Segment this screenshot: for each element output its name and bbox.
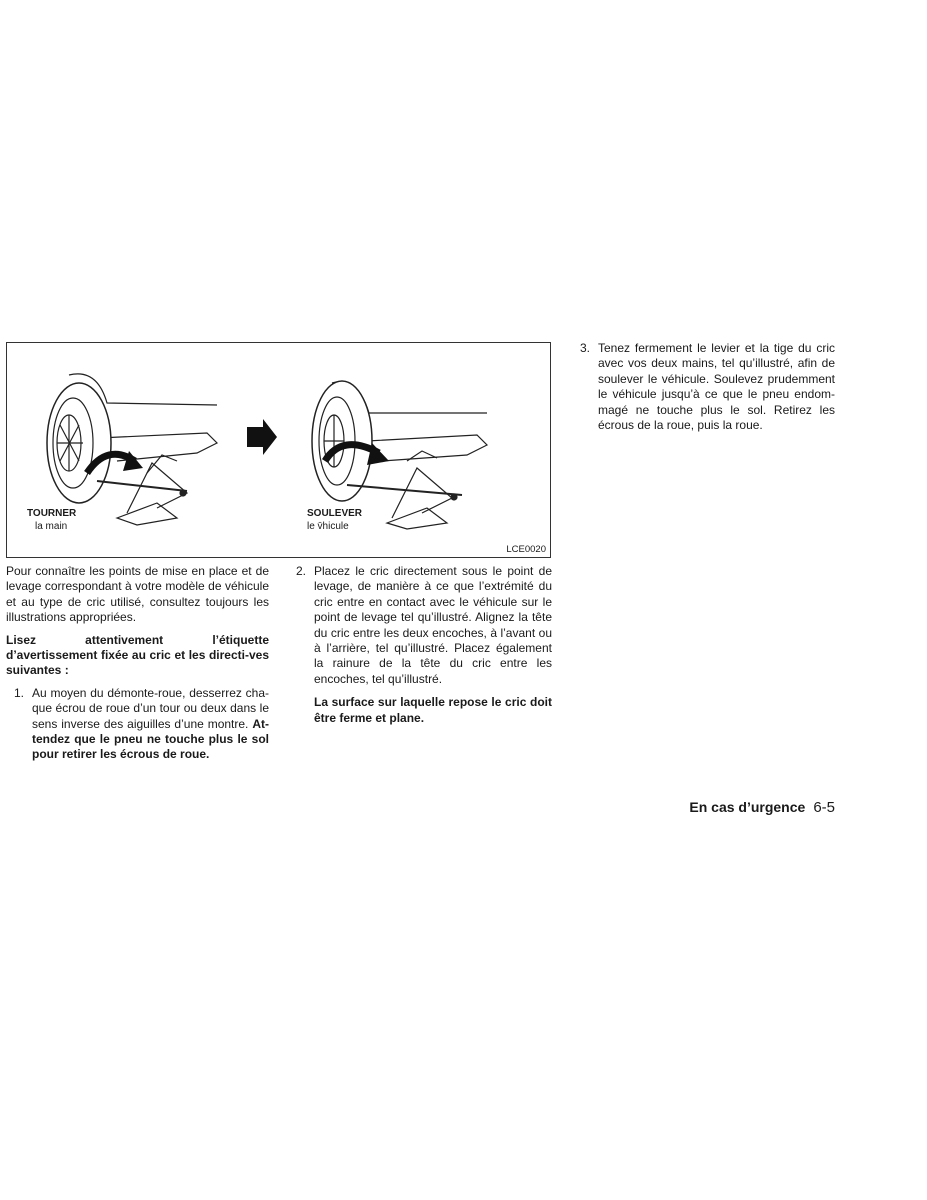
step-1-number: 1. <box>14 685 25 700</box>
step-3-text: Tenez fermement le levier et la tige du cric avec vos deux mains, tel qu’illustré, afin de soulever le véhicule. Soulevez prudemment le véhicule jusqu’à ce que le pneu endom-magé ne touche plus le sol. Retirez les écrous de la roue, puis la roue. <box>598 341 835 433</box>
step-1-text <box>32 686 269 763</box>
step-1-warning: At-tendez que le pneu ne touche plus le sol pour retirer les écrous de roue. <box>32 716 269 762</box>
intro-paragraph: Pour connaître les points de mise en place et de levage correspondant à votre modèle de véhicule et au type de cric utilisé, consultez toujours les illustrations appropriées. <box>6 564 269 625</box>
step-3 <box>580 341 835 433</box>
figure-label-right-title: SOULEVER <box>307 508 363 519</box>
figure-code: LCE0020 <box>506 544 546 555</box>
figure-label-left-sub: la main <box>35 521 68 532</box>
jack-drawing <box>7 343 550 557</box>
section-title: En cas d’urgence <box>689 799 806 815</box>
column-3 <box>580 341 835 433</box>
figure-label-right <box>307 507 362 533</box>
step-2-text: Placez le cric directement sous le point de levage, de manière à ce que l’extrémité du cric entre en contact avec le véhicule sur le point de levage tel qu’illustré. Alignez la tête du cric entre les deux encoches, à l’avant ou à l’arrière, tel qu’illustré. Placez également la rainure de la tête du cric entre les encoches, tel qu’illustré. <box>314 564 552 686</box>
jack-illustration <box>6 342 551 558</box>
step-3-number: 3. <box>580 341 591 355</box>
step-1 <box>14 686 269 763</box>
step-2-warning: La surface sur laquelle repose le cric doit être ferme et plane. <box>314 695 552 725</box>
figure-label-right-sub: le v̄hicule <box>307 521 349 532</box>
column-2 <box>296 564 552 726</box>
figure-label-left <box>27 507 76 533</box>
page-number: 6-5 <box>813 799 835 816</box>
step-2 <box>296 564 552 726</box>
step-1-body: Au moyen du démonte-roue, desserrez cha-que écrou de roue d’un tour ou deux dans le sens inverse des aiguilles d’une montre. <box>32 685 269 731</box>
step-2-number: 2. <box>296 564 307 578</box>
page-footer <box>689 799 835 816</box>
figure-label-left-title: TOURNER <box>27 508 77 519</box>
warning-paragraph: Lisez attentivement l’étiquette d’avertissement fixée au cric et les directi-ves suivantes : <box>6 632 269 678</box>
column-1 <box>6 564 269 763</box>
